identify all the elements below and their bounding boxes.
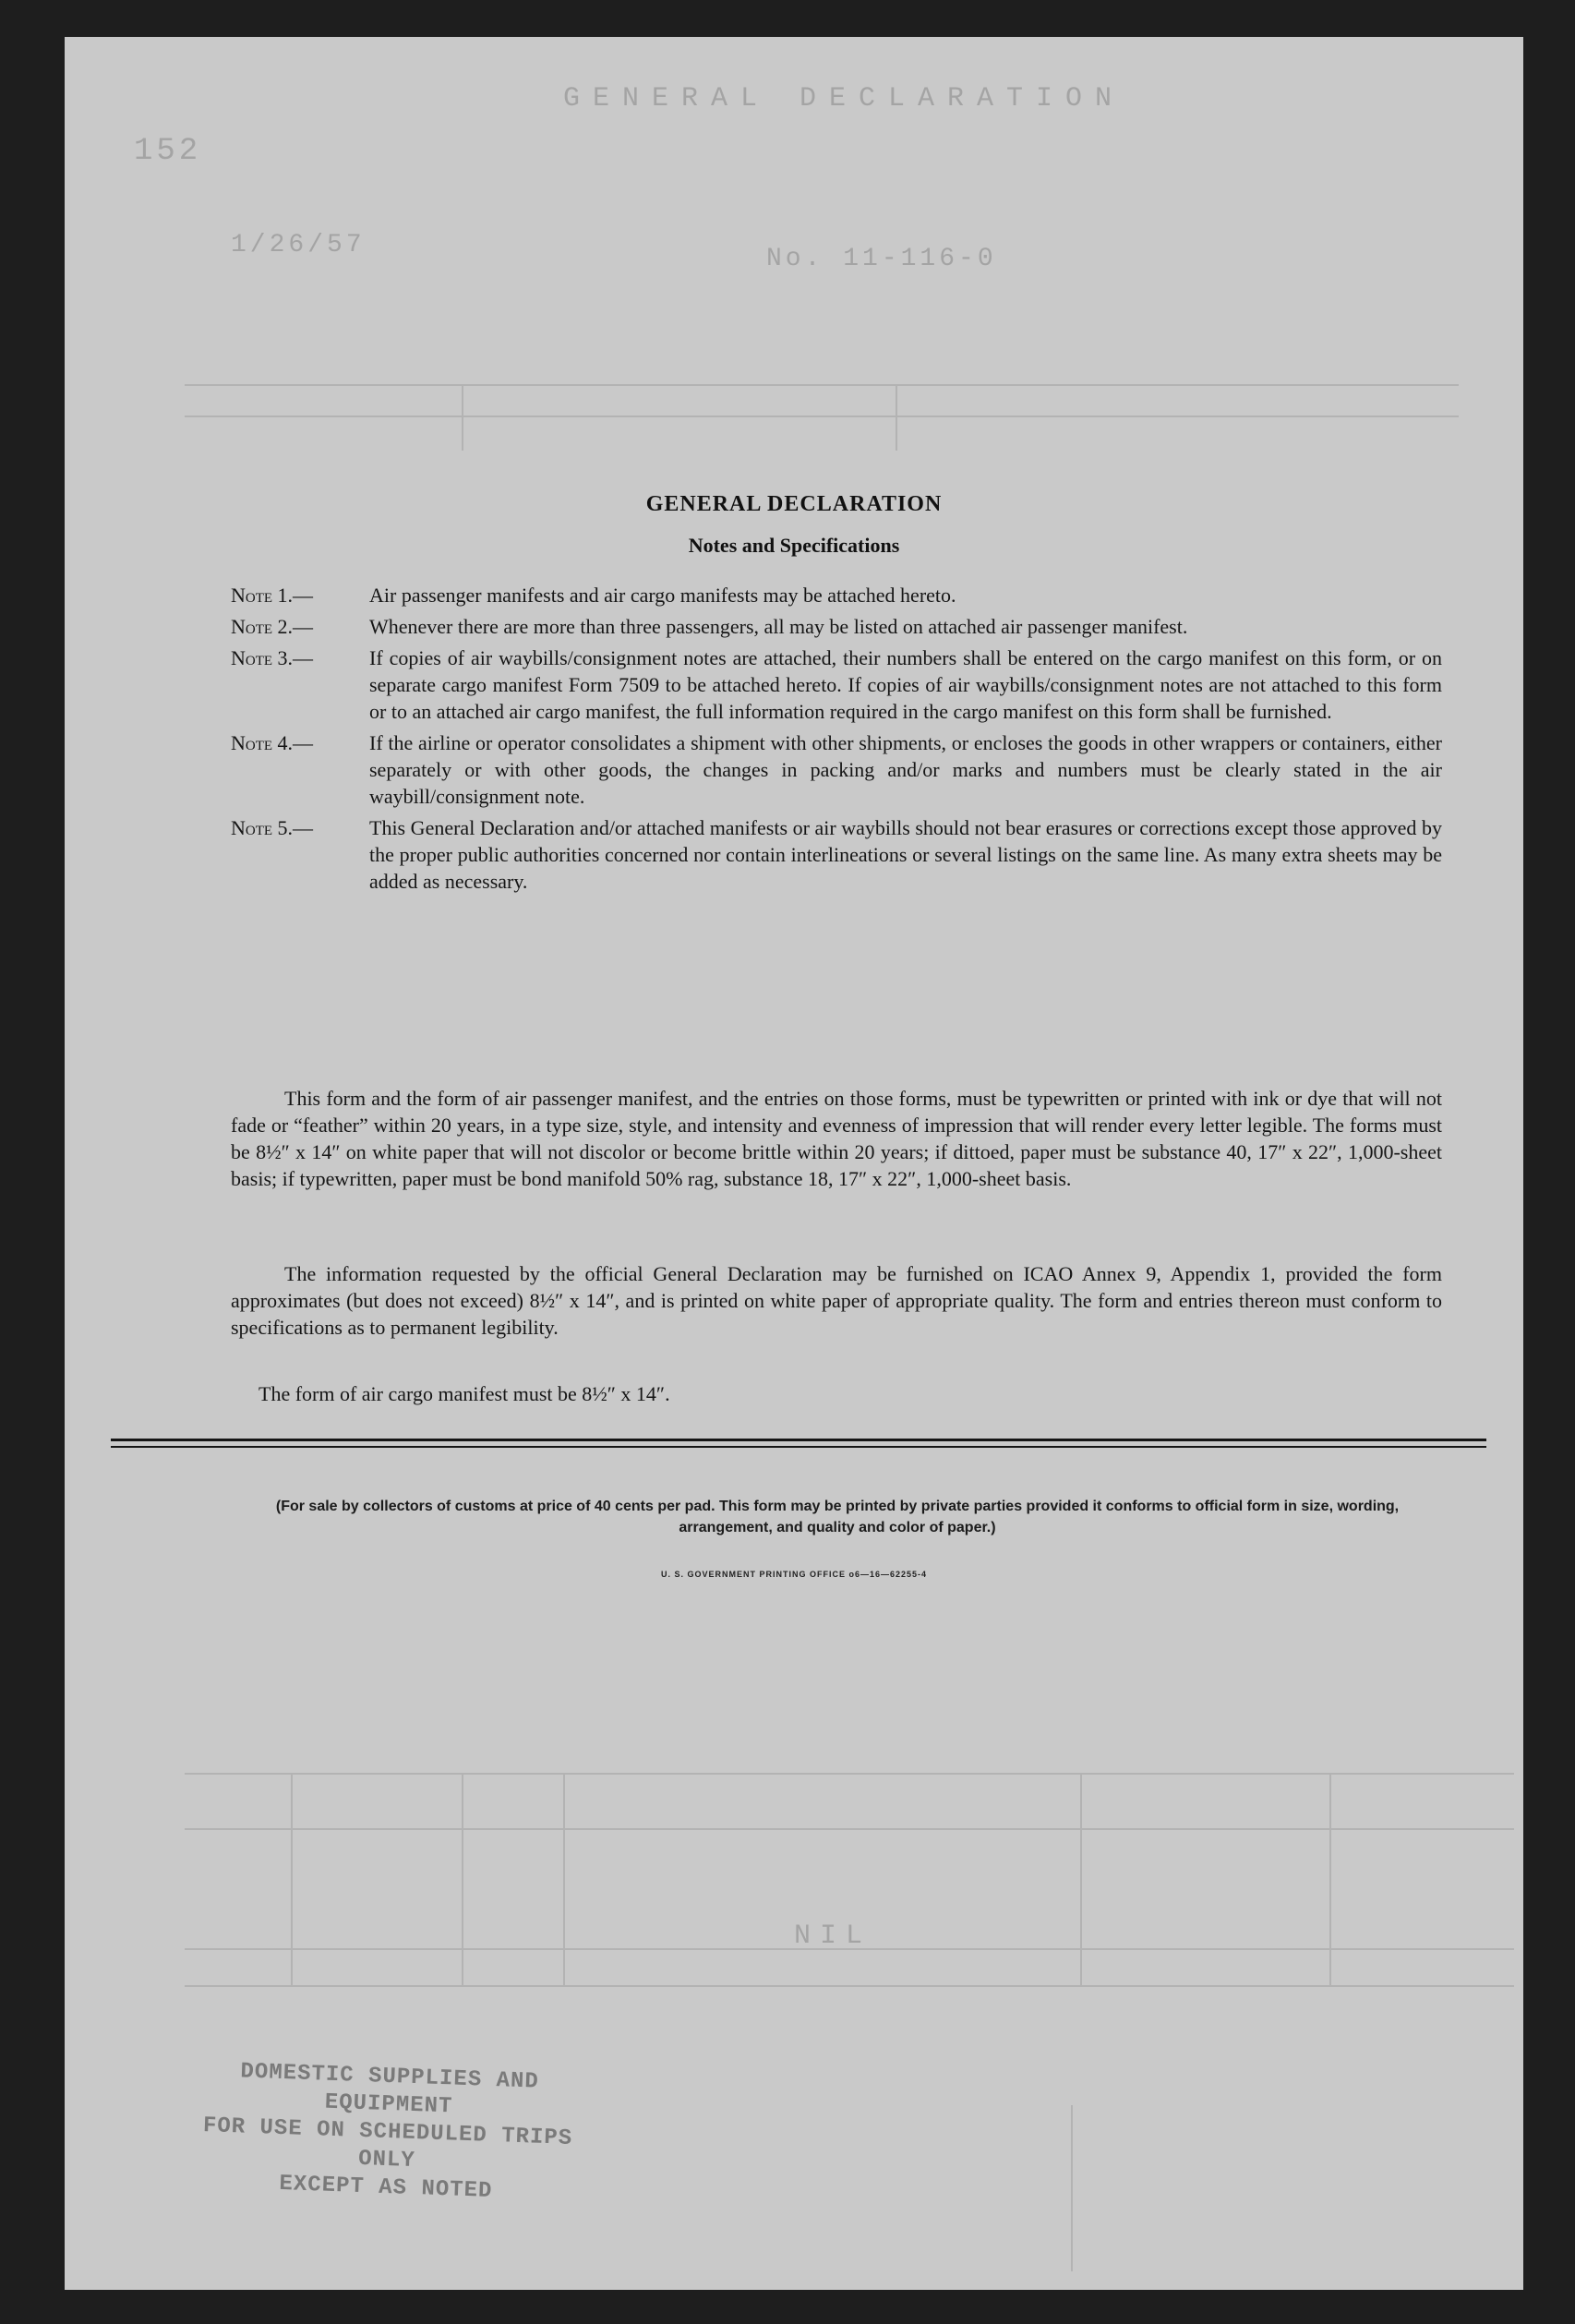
page-subtitle: Notes and Specifications	[688, 534, 900, 557]
stamp-line: EXCEPT AS NOTED	[278, 2171, 493, 2204]
page-title: GENERAL DECLARATION	[645, 492, 943, 516]
bleed-page-number: 152	[134, 134, 202, 169]
note-text: Whenever there are more than three passengers, all may be listed on attached air passenger manifest.	[369, 615, 1188, 638]
note-label: Note 5.—	[231, 816, 314, 839]
paragraph-form-specs: This form and the form of air passenger manifest, and the entries on those forms, must be typewritten or printed with ink or dye that will not fade or “feather” within 20 years, in a type size, style, and intensity and evenness of impression that will render every letter legible. The forms must be 8½″ x 14″ on white paper that will not discolor or become brittle within 20 years; if dittoed, paper must be substance 40, 17″ x 22″, 1,000-sheet basis; if typewritten, paper must be bond manifold 50% rag, substance 18, 17″ x 22″, 1,000-sheet basis.	[231, 1087, 1442, 1190]
stamp-line: DOMESTIC SUPPLIES AND EQUIPMENT	[240, 2059, 540, 2120]
cargo-manifest-size-line: The form of air cargo manifest must be 8½″ x 14″.	[258, 1382, 670, 1405]
notes-list	[231, 582, 1442, 899]
note-label: Note 2.—	[231, 615, 314, 638]
note-5	[231, 814, 1442, 895]
note-text: If the airline or operator consolidates a shipment with other shipments, or encloses the goods in other wrappers or containers, either separately or with other goods, the changes in packing and/or marks and numbers must be clearly stated in the air waybill/consignment note.	[369, 731, 1442, 808]
stamp-line: FOR USE ON SCHEDULED TRIPS ONLY	[202, 2113, 573, 2174]
document-page	[65, 37, 1523, 2290]
note-text: If copies of air waybills/consignment notes are attached, their numbers shall be entered on the cargo manifest on this form, or on separate cargo manifest Form 7509 to be attached hereto. If copies of air waybills/consignment notes are not attached to this form or to an attached air cargo manifest, the full information required in the cargo manifest on this form shall be furnished.	[369, 646, 1442, 723]
note-label: Note 1.—	[231, 584, 314, 607]
divider-rule-secondary	[111, 1446, 1486, 1448]
sale-notice: (For sale by collectors of customs at price of 40 cents per pad. This form may be printed by private parties provided it conforms to official form in size, wording, arrangement, and quality and color of paper.)	[275, 1499, 1400, 1535]
bleed-cargo-entry: NIL	[794, 1921, 872, 1952]
note-2	[231, 613, 1442, 640]
note-4	[231, 729, 1442, 810]
note-1	[231, 582, 1442, 608]
bleed-flight-number: No. 11-116-0	[766, 245, 997, 273]
note-label: Note 3.—	[231, 646, 314, 669]
note-text: This General Declaration and/or attached manifests or air waybills should not bear erasures or corrections except those approved by the proper public authorities concerned nor contain interlineations or several listings on the same line. As many extra sheets may be added as necessary.	[369, 816, 1442, 893]
bleed-date-entry: 1/26/57	[231, 231, 366, 259]
customs-stamp	[192, 2057, 584, 2210]
paragraph-icao: The information requested by the official General Declaration may be furnished on ICAO Annex 9, Appendix 1, provided the form approximates (but does not exceed) 8½″ x 14″, and is printed on white paper of appropriate quality. The form and entries thereon must conform to specifications as to permanent legibility.	[231, 1262, 1442, 1339]
divider-rule	[111, 1439, 1486, 1441]
note-text: Air passenger manifests and air cargo manifests may be attached hereto.	[369, 584, 956, 607]
note-3	[231, 644, 1442, 725]
printing-office-line: U. S. GOVERNMENT PRINTING OFFICE o6—16—62255-4	[660, 1570, 928, 1579]
note-label: Note 4.—	[231, 731, 314, 754]
bleed-header: GENERAL DECLARATION	[563, 83, 1125, 114]
